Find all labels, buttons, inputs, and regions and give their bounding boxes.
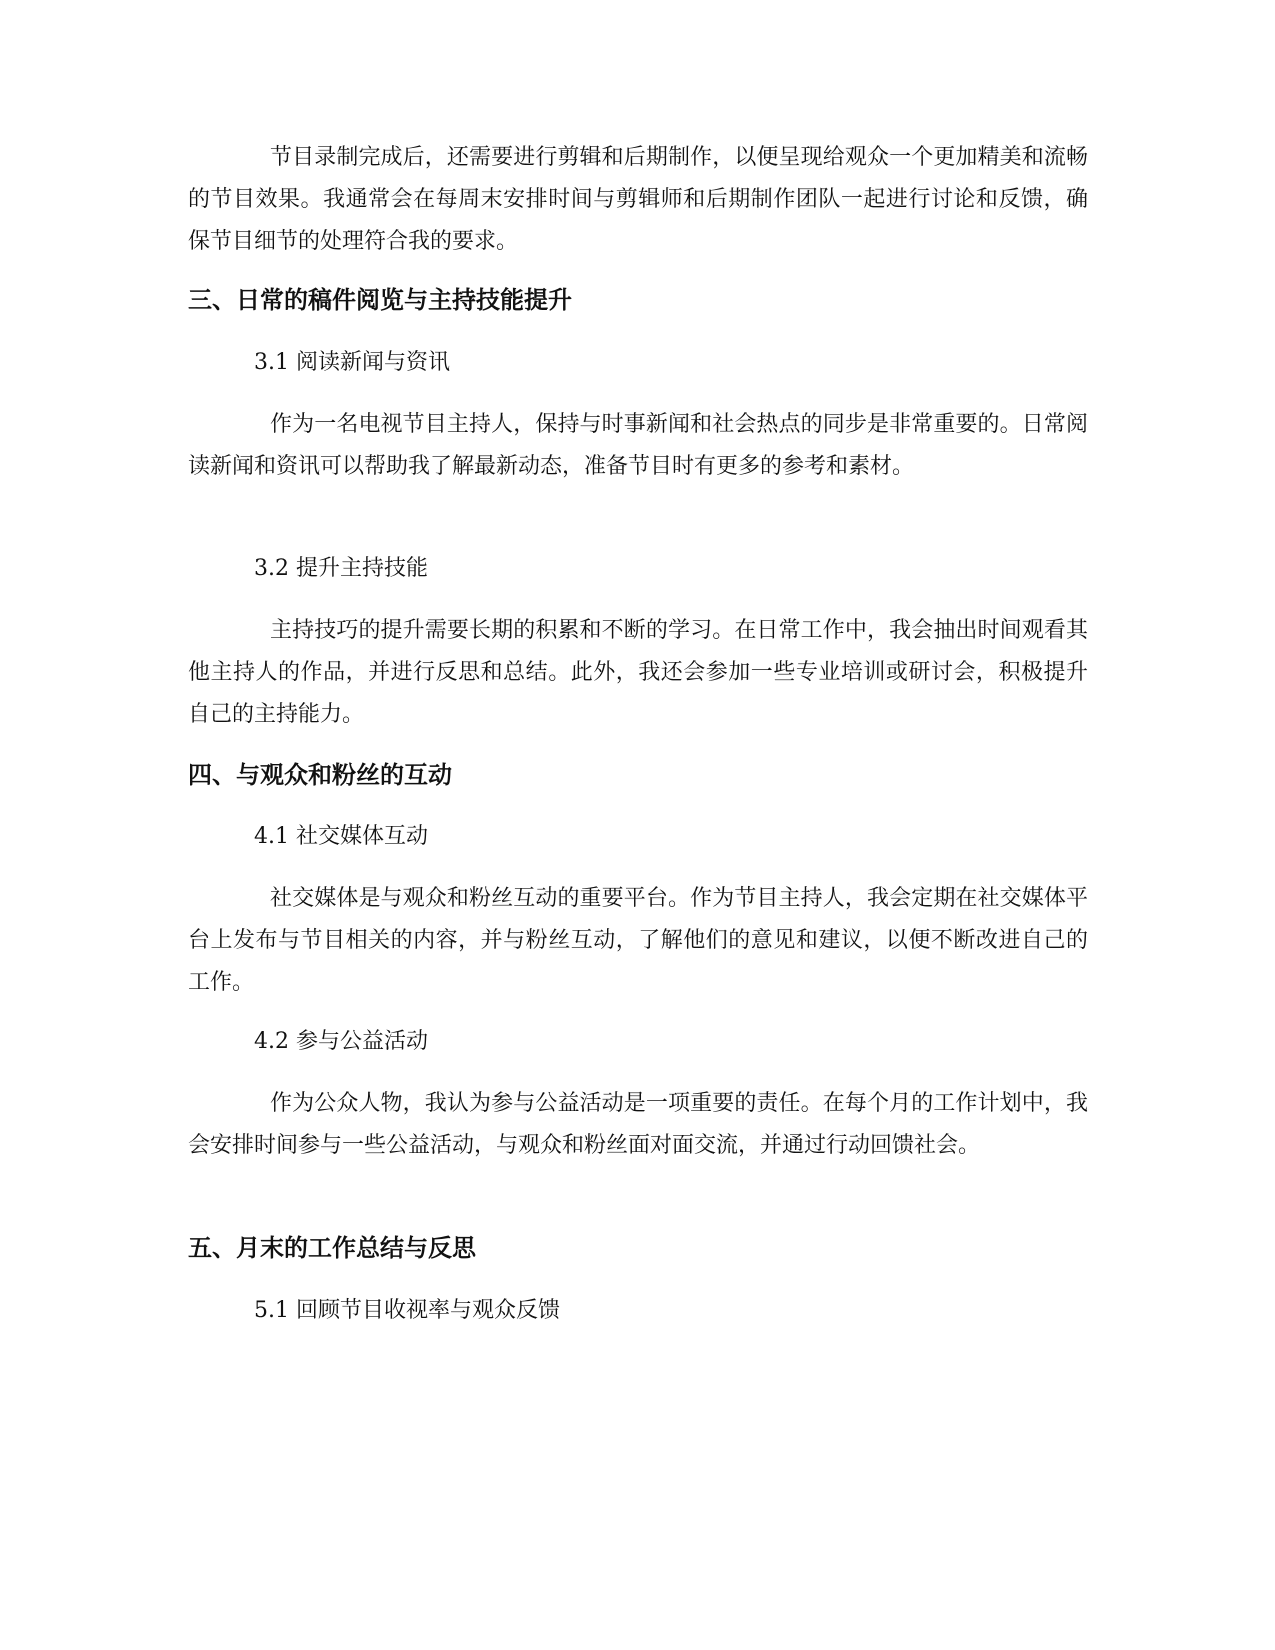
section-heading-4: 四、与观众和粉丝的互动 — [188, 761, 452, 789]
subheading-5-1: 5.1 回顾节目收视率与观众反馈 — [254, 1298, 560, 1323]
paragraph-post-production: 节目录制完成后，还需要进行剪辑和后期制作，以便呈现给观众一个更加精美和流畅的节目效果。我通常会在每周末安排时间与剪辑师和后期制作团队一起进行讨论和反馈，确保节目细节的处理符合我的要求。 — [188, 145, 1088, 254]
subheading-3-1: 3.1 阅读新闻与资讯 — [254, 350, 450, 375]
paragraph-public-welfare: 作为公众人物，我认为参与公益活动是一项重要的责任。在每个月的工作计划中，我会安排时间参与一些公益活动，与观众和粉丝面对面交流，并通过行动回馈社会。 — [188, 1091, 1088, 1158]
paragraph-reading-news: 作为一名电视节目主持人，保持与时事新闻和社会热点的同步是非常重要的。日常阅读新闻和资讯可以帮助我了解最新动态，准备节目时有更多的参考和素材。 — [188, 412, 1088, 479]
subheading-3-2: 3.2 提升主持技能 — [254, 556, 428, 581]
paragraph-hosting-skills: 主持技巧的提升需要长期的积累和不断的学习。在日常工作中，我会抽出时间观看其他主持人的作品，并进行反思和总结。此外，我还会参加一些专业培训或研讨会，积极提升自己的主持能力。 — [188, 618, 1088, 727]
subheading-4-2: 4.2 参与公益活动 — [254, 1029, 428, 1054]
section-heading-3: 三、日常的稿件阅览与主持技能提升 — [188, 286, 572, 314]
paragraph-social-media: 社交媒体是与观众和粉丝互动的重要平台。作为节目主持人，我会定期在社交媒体平台上发布与节目相关的内容，并与粉丝互动，了解他们的意见和建议，以便不断改进自己的工作。 — [188, 886, 1088, 995]
section-heading-5: 五、月末的工作总结与反思 — [188, 1234, 476, 1262]
subheading-4-1: 4.1 社交媒体互动 — [254, 824, 428, 849]
